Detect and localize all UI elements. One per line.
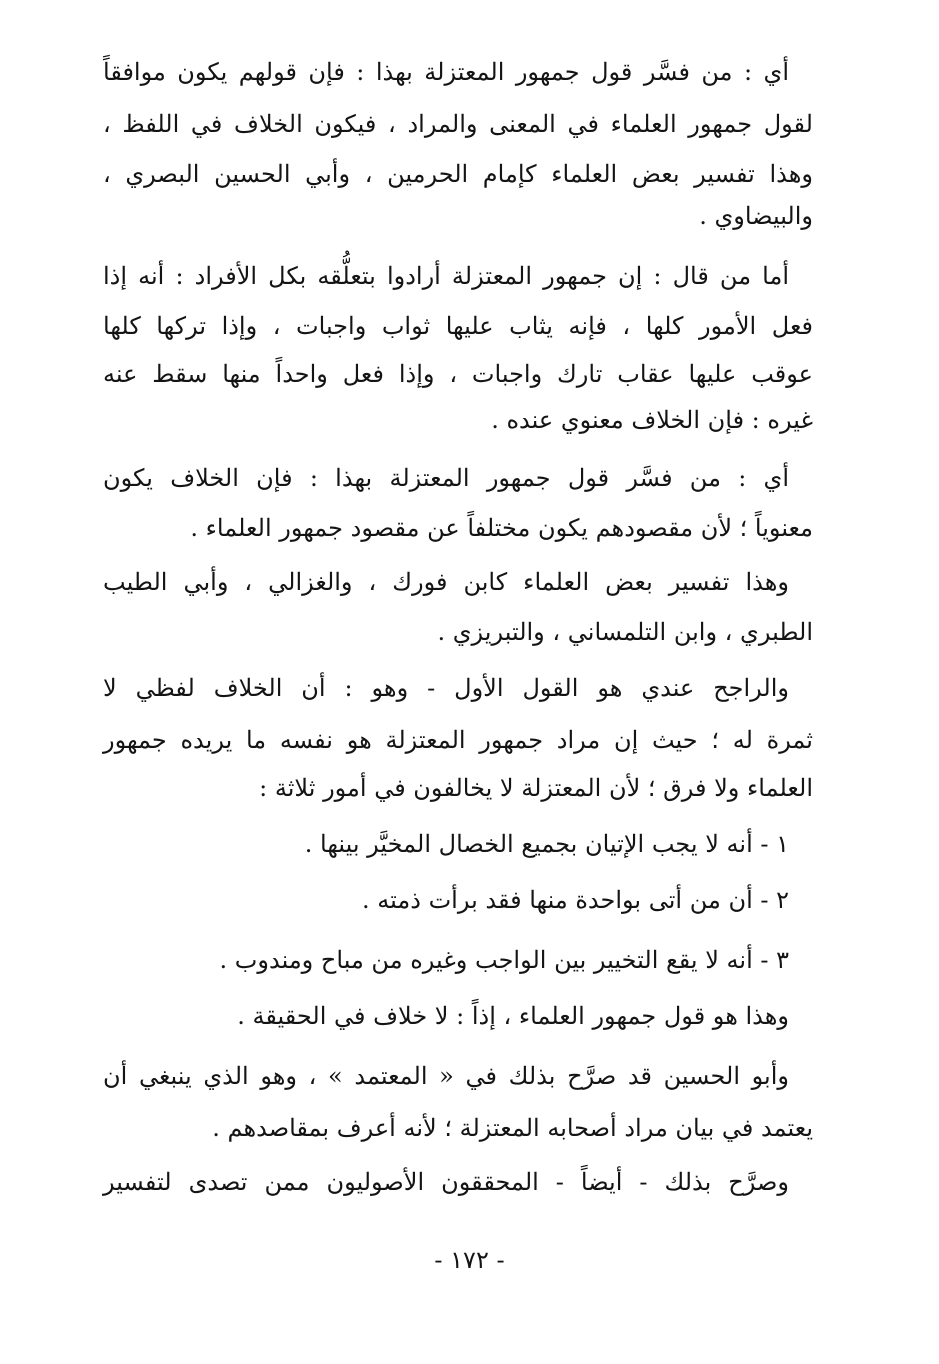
text-line: فعل الأمور كلها ، فإنه يثاب عليها ثواب واجبات ، وإذا تركها كلها <box>103 312 813 340</box>
text-line: والراجح عندي هو القول الأول - وهو : أن الخلاف لفظي لا <box>103 674 789 702</box>
text-line: أي : من فسَّر قول جمهور المعتزلة بهذا : فإن الخلاف يكون <box>103 464 789 492</box>
text-line: وأبو الحسين قد صرَّح بذلك في « المعتمد » ، وهو الذي ينبغي أن <box>103 1062 789 1090</box>
text-line: غيره : فإن الخلاف معنوي عنده . <box>491 406 813 434</box>
list-item: ٢ - أن من أتى بواحدة منها فقد برأت ذمته . <box>362 886 789 914</box>
text-line: وهذا تفسير بعض العلماء كإمام الحرمين ، وأبي الحسين البصري ، <box>103 160 813 188</box>
text-line: عوقب عليها عقاب تارك واجبات ، وإذا فعل واحداً منها سقط عنه <box>103 360 813 388</box>
text-line: أما من قال : إن جمهور المعتزلة أرادوا بتعلُّقه بكل الأفراد : أنه إذا <box>103 262 789 290</box>
text-line: والبيضاوي . <box>699 202 813 230</box>
list-item: ١ - أنه لا يجب الإتيان بجميع الخصال المخيَّر بينها . <box>304 830 789 858</box>
list-item: ٣ - أنه لا يقع التخيير بين الواجب وغيره من مباح ومندوب . <box>219 946 789 974</box>
text-line: معنوياً ؛ لأن مقصودهم يكون مختلفاً عن مقصود جمهور العلماء . <box>190 514 813 542</box>
text-line: ثمرة له ؛ حيث إن مراد جمهور المعتزلة هو نفسه ما يريده جمهور <box>103 726 813 754</box>
text-line: الطبري ، وابن التلمساني ، والتبريزي . <box>437 618 813 646</box>
text-line: يعتمد في بيان مراد أصحابه المعتزلة ؛ لأنه أعرف بمقاصدهم . <box>212 1114 813 1142</box>
page-number: - ١٧٢ - <box>434 1246 505 1274</box>
text-line: العلماء ولا فرق ؛ لأن المعتزلة لا يخالفون في أمور ثلاثة : <box>259 774 813 802</box>
text-line: أي : من فسَّر قول جمهور المعتزلة بهذا : فإن قولهم يكون موافقاً <box>103 58 789 86</box>
text-line: وهذا هو قول جمهور العلماء ، إذاً : لا خلاف في الحقيقة . <box>237 1002 789 1030</box>
text-line: وصرَّح بذلك - أيضاً - المحققون الأصوليون ممن تصدى لتفسير <box>103 1168 789 1196</box>
text-line: لقول جمهور العلماء في المعنى والمراد ، فيكون الخلاف في اللفظ ، <box>103 110 813 138</box>
text-line: وهذا تفسير بعض العلماء كابن فورك ، والغزالي ، وأبي الطيب <box>103 568 789 596</box>
